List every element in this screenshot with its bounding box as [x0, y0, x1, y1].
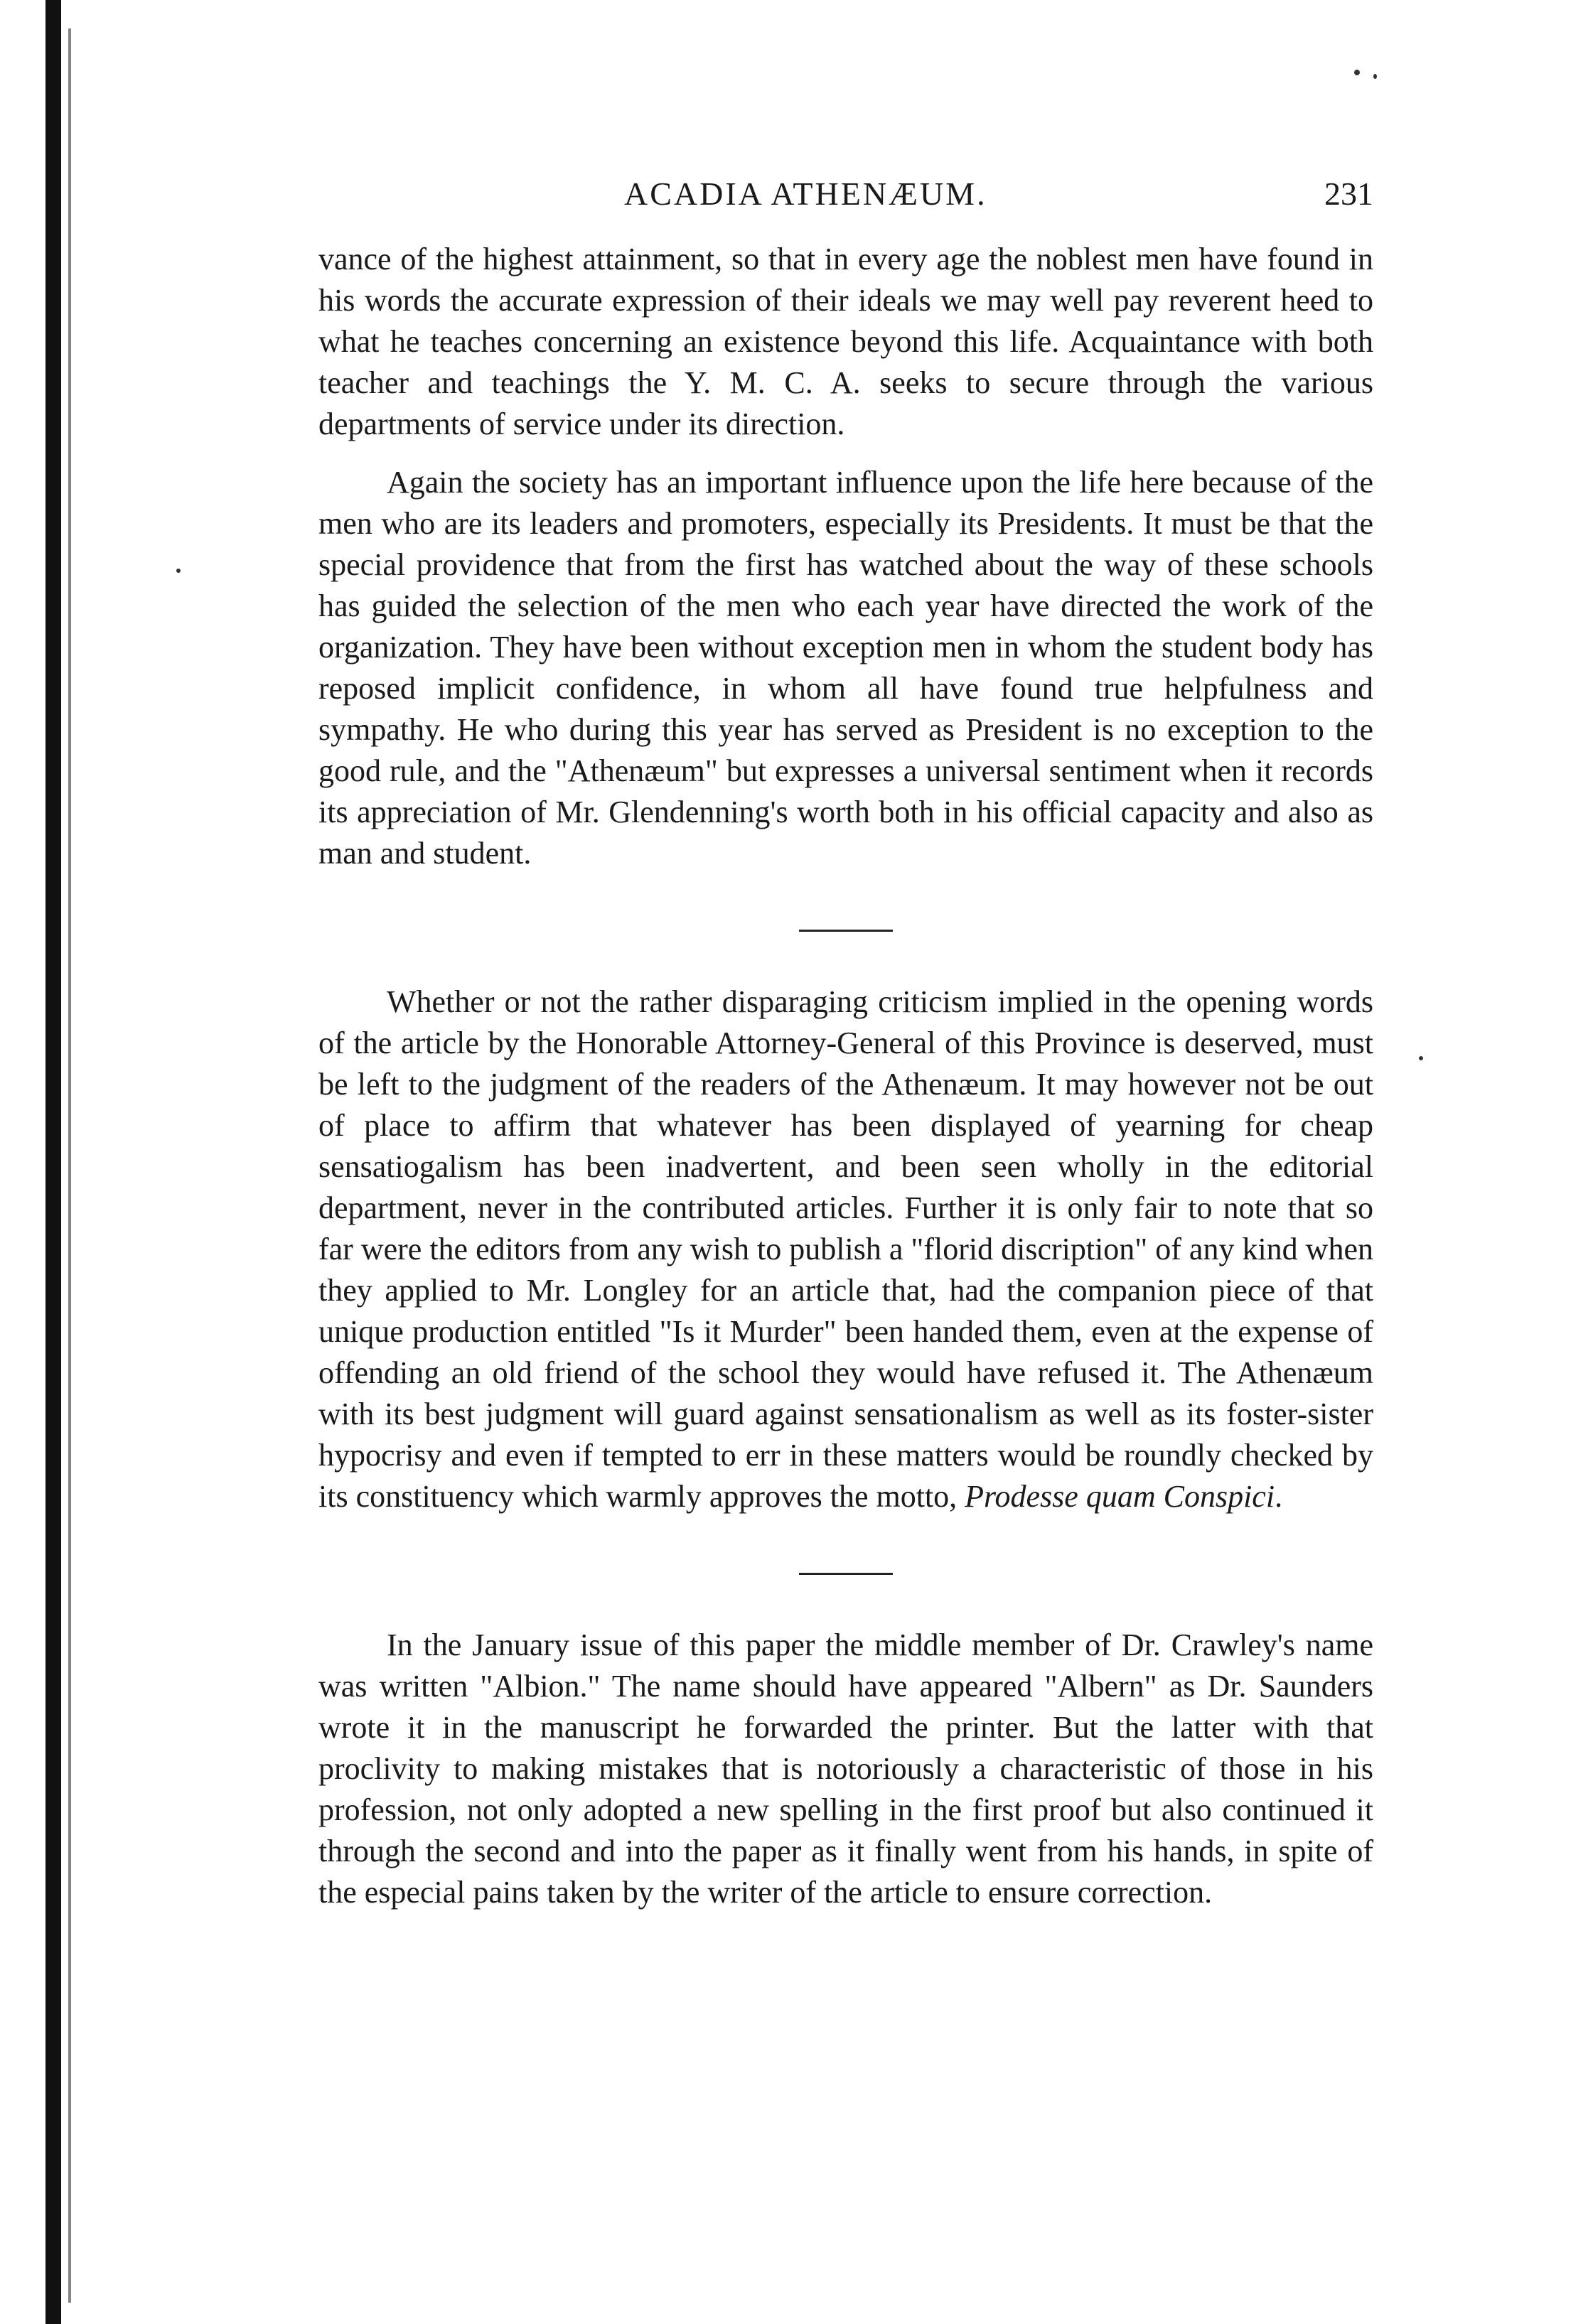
paragraph-sensationalism-text: Whether or not the rather disparaging criticism implied in the opening words of the article by the Honorable Attorney-General of this Province is deserved, must be left to the judgment of the readers of the Athenæum. It may however not be out of place to affirm that whatever has been displayed of yearning for cheap sensatiogalism has been inadvertent, and been seen wholly in the editorial department, never in the contributed articles. Further it is only fair to note that so far were the editors from any wish to publish a "florid discription" of any kind when they applied to Mr. Longley for an article that, had the companion piece of that unique production entitled "Is it Murder" been handed them, even at the expense of offending an old friend of the school they would have refused it. The Athenæum with its best judgment will guard against sensationalism as well as its foster-sister hypocrisy and even if tempted to err in these matters would be roundly checked by its constituency which warmly approves the motto, — [318, 984, 1373, 1514]
page-binding-edge — [45, 0, 61, 2324]
section-divider — [799, 1573, 893, 1575]
page-number: 231 — [1324, 176, 1373, 212]
document-page — [318, 162, 1373, 1913]
paragraph-presidents: Again the society has an important influence upon the life here because of the men who are its leaders and promoters, especially its Presidents. It must be that the special providence that from the first has watched about the way of these schools has guided the selection of the men who each year have directed the work of the organization. They have been without exception men in whom the student body has reposed implicit confidence, in whom all have found true helpfulness and sympathy. He who during this year has served as President is no exception to the good rule, and the "Athenæum" but expresses a universal sentiment when it records its appreciation of Mr. Glendenning's worth both in his official capacity and also as man and student. — [318, 465, 1373, 871]
scan-speck — [176, 569, 181, 573]
scan-speck — [1354, 70, 1360, 75]
page-binding-shadow — [68, 28, 71, 2303]
paragraph-crawley-name-correction: In the January issue of this paper the middle member of Dr. Crawley's name was written "Albion." The name should have appeared "Albern" as Dr. Saunders wrote it in the manuscript he forwarded the printer. But the latter with that proclivity to making mistakes that is notoriously a characteristic of those in his profession, not only adopted a new spelling in the first proof but also continued it through the second and into the paper as it finally went from his hands, in spite of the especial pains taken by the writer of the article to ensure correction. — [318, 1628, 1373, 1910]
section-divider — [799, 930, 893, 932]
paragraph-sensationalism-end: . — [1275, 1479, 1283, 1514]
scan-speck — [1419, 1056, 1423, 1060]
journal-title: ACADIA ATHENÆUM. — [624, 176, 987, 212]
paragraph-ymca-teachings: vance of the highest attainment, so that in every age the noblest men have found in his words the accurate expression of their ideals we may well pay reverent heed to what he teaches concerning an existence beyond this life. Acquaintance with both teacher and teachings the Y. M. C. A. seeks to secure through the various departments of service under its direction. — [318, 242, 1373, 441]
running-header — [318, 162, 1373, 230]
scan-speck — [1373, 74, 1377, 79]
paragraph-sensationalism — [318, 981, 1373, 1517]
motto-text: Prodesse quam Conspici — [965, 1479, 1275, 1514]
